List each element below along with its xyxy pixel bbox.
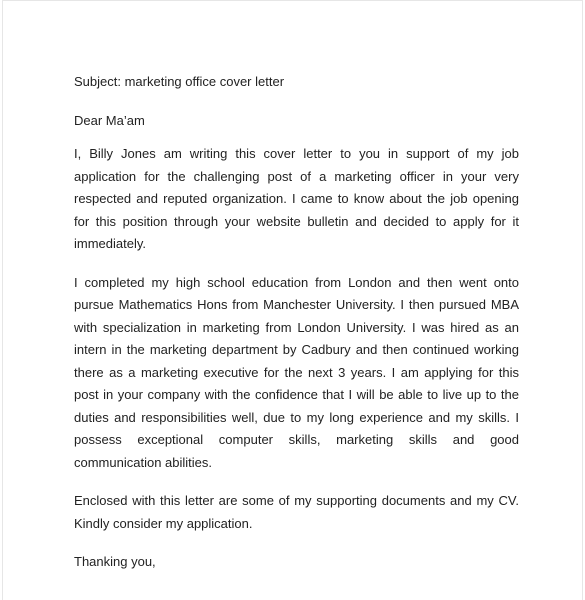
document-page bbox=[2, 0, 583, 600]
letter-paragraph-enclosure: Enclosed with this letter are some of my supporting documents and my CV. Kindly consider my application. bbox=[74, 493, 519, 531]
letter-paragraph-experience: I completed my high school education from London and then went onto pursue Mathematics Hons from Manchester University. I then pursued MBA with specialization in marketing from London University. I was hired as an intern in the marketing department by Cadbury and then continued working there as a marketing executive for the next 3 years. I am applying for this post in your company with the confidence that I will be able to live up to the duties and responsibilities well, due to my long experience and my skills. I possess exceptional computer skills, marketing skills and good communication abilities. bbox=[74, 274, 519, 470]
letter-subject: Subject: marketing office cover letter bbox=[74, 74, 285, 89]
letter-body bbox=[74, 71, 519, 573]
letter-salutation: Dear Ma’am bbox=[74, 113, 145, 128]
letter-paragraph-intro: I, Billy Jones am writing this cover letter to you in support of my job application for the challenging post of a marketing officer in your very respected and reputed organization. I came to know about the job opening for this position through your website bulletin and decided to apply for it immediately. bbox=[74, 146, 519, 251]
letter-closing: Thanking you, bbox=[74, 554, 156, 569]
